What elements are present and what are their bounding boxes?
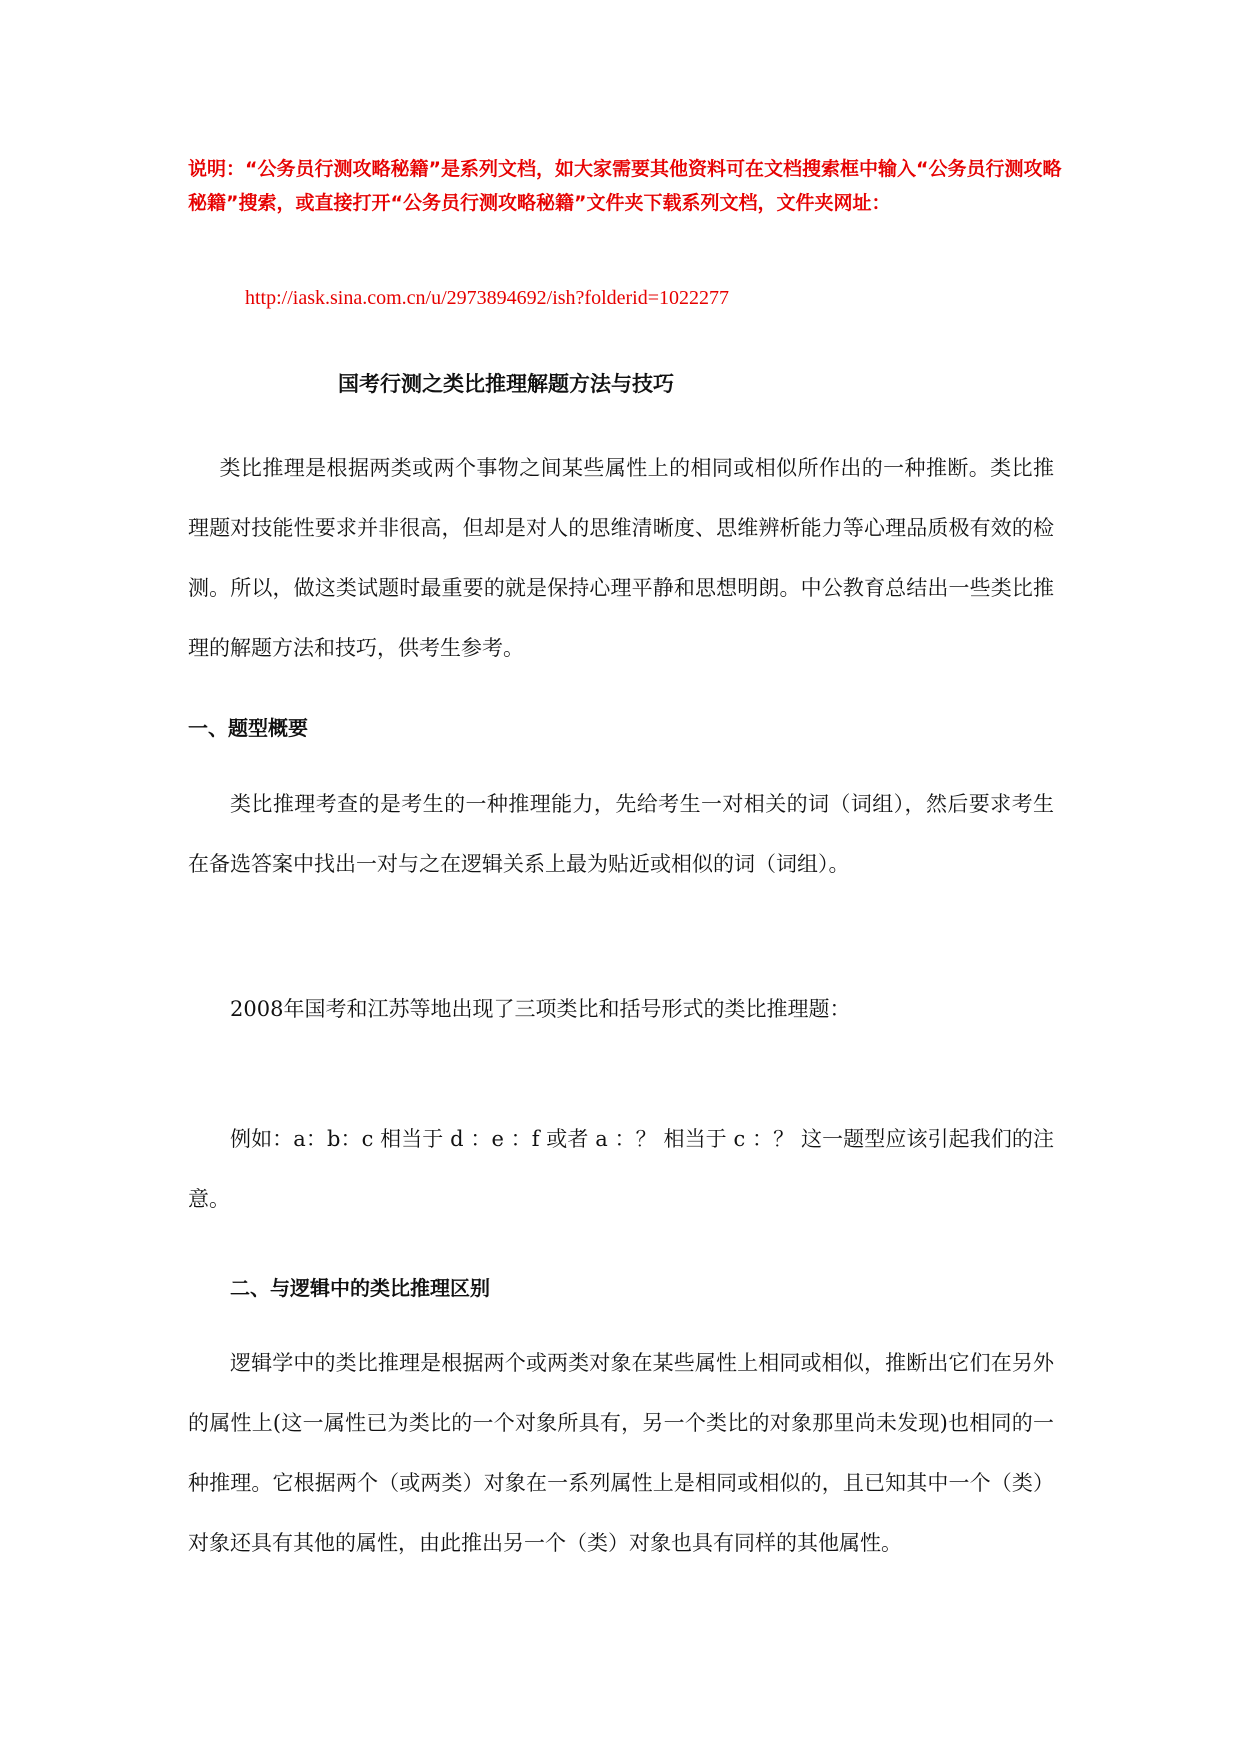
intro-paragraph: 类比推理是根据两类或两个事物之间某些属性上的相同或相似所作出的一种推断。类比推理题对技能性要求并非很高，但却是对人的思维清晰度、思维辨析能力等心理品质极有效的检测。所以，做这类试题时最重要的就是保持心理平静和思想明朗。中公教育总结出一些类比推理的解题方法和技巧，供考生参考。 — [188, 456, 1054, 660]
exam-2008-note: 2008年国考和江苏等地出现了三项类比和括号形式的类比推理题： — [230, 997, 851, 1021]
example-paragraph: 例如：a：b：c 相当于 d ：e ：f 或者 a ：？ 相当于 c ：？ 这一题型应该引起我们的注意。 — [188, 1127, 1054, 1211]
folder-url-link[interactable]: http://iask.sina.com.cn/u/2973894692/ish?folderid=1022277 — [245, 287, 730, 309]
series-notice: 说明：“公务员行测攻略秘籍”是系列文档，如大家需要其他资料可在文档搜索框中输入“公务员行测攻略秘籍”搜索，或直接打开“公务员行测攻略秘籍”文件夹下载系列文档，文件夹网址： — [188, 158, 1062, 214]
overview-paragraph: 类比推理考查的是考生的一种推理能力，先给考生一对相关的词（词组），然后要求考生在备选答案中找出一对与之在逻辑关系上最为贴近或相似的词（词组）。 — [188, 792, 1054, 876]
section-heading-difference: 二、与逻辑中的类比推理区别 — [230, 1276, 490, 1300]
logic-analogy-paragraph: 逻辑学中的类比推理是根据两个或两类对象在某些属性上相同或相似，推断出它们在另外的属性上(这一属性已为类比的一个对象所具有，另一个类比的对象那里尚未发现)也相同的一种推理。它根据两个（或两类）对象在一系列属性上是相同或相似的，且已知其中一个（类）对象还具有其他的属性，由此推出另一个（类）对象也具有同样的其他属性。 — [188, 1351, 1054, 1555]
document-title: 国考行测之类比推理解题方法与技巧 — [338, 372, 674, 396]
section-heading-overview: 一、题型概要 — [188, 716, 308, 740]
